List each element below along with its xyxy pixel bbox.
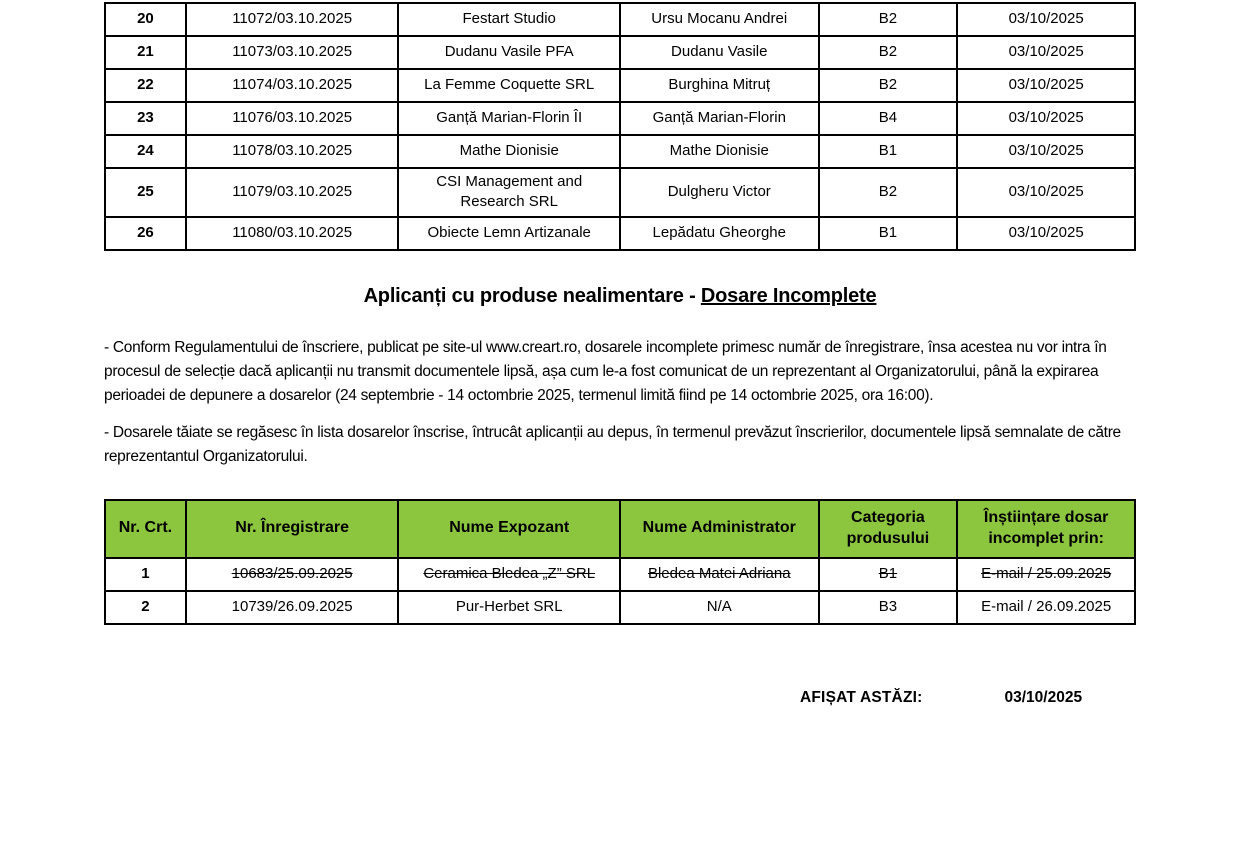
table-row bbox=[105, 3, 1135, 36]
cell-expozant: Pur-Herbet SRL bbox=[398, 591, 620, 624]
applicants-table bbox=[104, 2, 1136, 251]
cell-data: 03/10/2025 bbox=[957, 168, 1135, 217]
cell-data: 03/10/2025 bbox=[957, 3, 1135, 36]
note-paragraph-1: - Conform Regulamentului de înscriere, publicat pe site-ul www.creart.ro, dosarele incomplete primesc număr de înregistrare, însa acestea nu vor intra în procesul de selecție dacă aplicanții nu transmit documentele lipsă, așa cum le-a fost comunicat de un reprezentant al Organizatorului, până la expirarea perioadei de depunere a dosarelor (24 septembrie - 14 octombrie 2025, termenul limită fiind pe 14 octombrie 2025, ora 16:00). bbox=[104, 338, 1107, 404]
header-nr-inregistrare: Nr. Înregistrare bbox=[186, 500, 399, 558]
posted-today-label: AFIȘAT ASTĂZI: bbox=[800, 688, 923, 706]
cell-administrator: Ganță Marian-Florin bbox=[620, 102, 819, 135]
cell-nr: 23 bbox=[105, 102, 186, 135]
incomplete-table-head bbox=[105, 500, 1135, 558]
header-row bbox=[105, 500, 1135, 558]
cell-categoria: B2 bbox=[819, 36, 958, 69]
cell-nr: 2 bbox=[105, 591, 186, 624]
header-categoria-produsului: Categoria produsului bbox=[819, 500, 958, 558]
cell-administrator: Ursu Mocanu Andrei bbox=[620, 3, 819, 36]
table-row bbox=[105, 558, 1135, 591]
cell-data: 03/10/2025 bbox=[957, 36, 1135, 69]
incomplete-table-body bbox=[105, 558, 1135, 624]
table-row bbox=[105, 168, 1135, 217]
cell-expozant: Ceramica Bledea „Z” SRL bbox=[398, 558, 620, 591]
cell-administrator: Dudanu Vasile bbox=[620, 36, 819, 69]
cell-nr: 22 bbox=[105, 69, 186, 102]
table-row bbox=[105, 102, 1135, 135]
cell-expozant: Mathe Dionisie bbox=[398, 135, 620, 168]
cell-nr: 25 bbox=[105, 168, 186, 217]
cell-reg: 10683/25.09.2025 bbox=[186, 558, 399, 591]
header-instiintare: Înștiințare dosar incomplet prin: bbox=[957, 500, 1135, 558]
cell-categoria: B4 bbox=[819, 102, 958, 135]
cell-administrator: Lepădatu Gheorghe bbox=[620, 217, 819, 250]
cell-administrator: Burghina Mitruț bbox=[620, 69, 819, 102]
table-row bbox=[105, 69, 1135, 102]
cell-nr: 21 bbox=[105, 36, 186, 69]
cell-instiintare: E-mail / 26.09.2025 bbox=[957, 591, 1135, 624]
note-paragraph-2: - Dosarele tăiate se regăsesc în lista dosarelor înscrise, întrucât aplicanții au depus, în termenul prevăzut înscrierilor, documentele lipsă semnalate de către reprezentantul Organizatorului. bbox=[104, 423, 1121, 465]
cell-categoria: B2 bbox=[819, 69, 958, 102]
section-heading-prefix: Aplicanți cu produse nealimentare - bbox=[363, 284, 701, 307]
posted-today-date: 03/10/2025 bbox=[1004, 688, 1083, 706]
incomplete-table-wrap bbox=[104, 499, 1136, 625]
table-row bbox=[105, 591, 1135, 624]
cell-nr: 26 bbox=[105, 217, 186, 250]
header-nume-administrator: Nume Administrator bbox=[620, 500, 819, 558]
cell-reg: 11074/03.10.2025 bbox=[186, 69, 399, 102]
cell-categoria: B1 bbox=[819, 558, 958, 591]
cell-administrator: N/A bbox=[620, 591, 819, 624]
cell-reg: 11073/03.10.2025 bbox=[186, 36, 399, 69]
cell-data: 03/10/2025 bbox=[957, 217, 1135, 250]
cell-categoria: B2 bbox=[819, 168, 958, 217]
footer-row bbox=[104, 689, 1136, 707]
notes-section bbox=[104, 336, 1136, 469]
cell-reg: 11072/03.10.2025 bbox=[186, 3, 399, 36]
cell-expozant: Obiecte Lemn Artizanale bbox=[398, 217, 620, 250]
table-row bbox=[105, 36, 1135, 69]
cell-administrator: Mathe Dionisie bbox=[620, 135, 819, 168]
cell-categoria: B1 bbox=[819, 217, 958, 250]
cell-expozant: Ganță Marian-Florin ÎI bbox=[398, 102, 620, 135]
header-nume-expozant: Nume Expozant bbox=[398, 500, 620, 558]
section-heading bbox=[104, 285, 1136, 308]
section-heading-underlined: Dosare Incomplete bbox=[700, 284, 877, 307]
cell-reg: 11076/03.10.2025 bbox=[186, 102, 399, 135]
cell-categoria: B2 bbox=[819, 3, 958, 36]
cell-data: 03/10/2025 bbox=[957, 135, 1135, 168]
applicants-table-body bbox=[105, 3, 1135, 250]
cell-administrator: Bledea Matei Adriana bbox=[620, 558, 819, 591]
table-row bbox=[105, 135, 1135, 168]
cell-instiintare: E-mail / 25.09.2025 bbox=[957, 558, 1135, 591]
table-row bbox=[105, 217, 1135, 250]
cell-expozant: Festart Studio bbox=[398, 3, 620, 36]
cell-data: 03/10/2025 bbox=[957, 102, 1135, 135]
cell-expozant: La Femme Coquette SRL bbox=[398, 69, 620, 102]
header-nr-crt: Nr. Crt. bbox=[105, 500, 186, 558]
cell-expozant: Dudanu Vasile PFA bbox=[398, 36, 620, 69]
cell-reg: 10739/26.09.2025 bbox=[186, 591, 399, 624]
cell-categoria: B1 bbox=[819, 135, 958, 168]
cell-nr: 1 bbox=[105, 558, 186, 591]
incomplete-files-table bbox=[104, 499, 1136, 625]
cell-reg: 11080/03.10.2025 bbox=[186, 217, 399, 250]
cell-categoria: B3 bbox=[819, 591, 958, 624]
cell-reg: 11078/03.10.2025 bbox=[186, 135, 399, 168]
cell-expozant: CSI Management and Research SRL bbox=[398, 168, 620, 217]
cell-nr: 24 bbox=[105, 135, 186, 168]
cell-administrator: Dulgheru Victor bbox=[620, 168, 819, 217]
cell-data: 03/10/2025 bbox=[957, 69, 1135, 102]
cell-reg: 11079/03.10.2025 bbox=[186, 168, 399, 217]
cell-nr: 20 bbox=[105, 3, 186, 36]
